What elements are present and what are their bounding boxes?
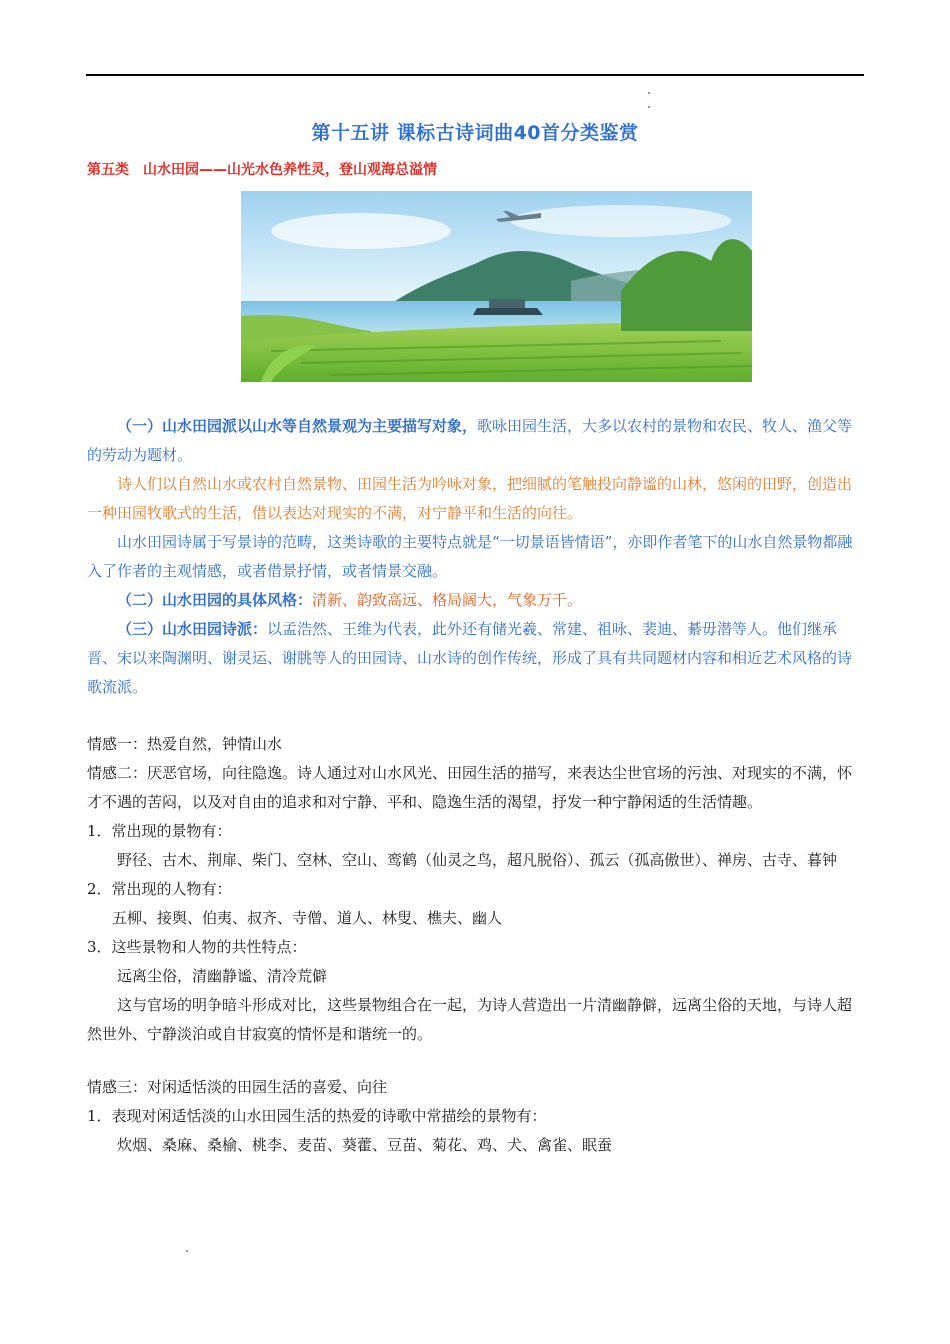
list-text-1: 野径、古木、荆扉、柴门、空林、空山、鸾鹤（仙灵之鸟，超凡脱俗）、孤云（孤高傲世）、禅房、古寺、暮钟	[117, 851, 838, 869]
speck	[648, 92, 650, 94]
intro-heading-3: （三）山水田园诗派：	[117, 620, 268, 638]
emotion-1: 情感一：热爱自然，钟情山水	[87, 735, 283, 753]
intro-paragraph-4: （二）山水田园的具体风格：清新、韵致高远、格局阔大，气象万千。	[117, 591, 583, 609]
section-subtitle: 第五类 山水田园——山光水色养性灵，登山观海总溢情	[87, 162, 437, 178]
spacer	[87, 702, 865, 730]
emotion-2: 情感二：厌恶官场，向往隐逸。诗人通过对山水风光、田园生活的描写，来表达尘世官场的污浊、对现实的不满，怀才不遇的苦闷，以及对自由的追求和对宁静、平和、隐逸生活的渴望，抒发一种宁静闲适的生活情趣。	[87, 764, 853, 811]
emotion-3-list-heading: 1．表现对闲适恬淡的山水田园生活的热爱的诗歌中常描绘的景物有：	[87, 1107, 547, 1125]
header-rule	[86, 74, 864, 76]
list-heading-3: 3．这些景物和人物的共性特点：	[87, 938, 307, 956]
list-heading-1: 1．常出现的景物有：	[87, 822, 232, 840]
emotion-3: 情感三：对闲适恬淡的田园生活的喜爱、向往	[87, 1078, 388, 1096]
list-heading-2: 2．常出现的人物有：	[87, 880, 232, 898]
list-text-3: 远离尘俗，清幽静谧、清冷荒僻	[117, 967, 328, 985]
intro-heading-1: （一）山水田园派以山水等自然景观为主要描写对象，	[117, 417, 478, 435]
speck	[186, 1250, 188, 1252]
intro-paragraph-3: 山水田园诗属于写景诗的范畴，这类诗歌的主要特点就是“一切景语皆情语”，亦即作者笔下的山水自然景物都融入了作者的主观情感，或者借景抒情，或者情景交融。	[87, 533, 853, 580]
document-body	[87, 412, 865, 1160]
intro-paragraph-2: 诗人们以自然山水或农村自然景物、田园生活为吟咏对象，把细腻的笔触投向静谧的山林，悠闲的田野，创造出一种田园牧歌式的生活，借以表达对现实的不满，对宁静平和生活的向往。	[87, 475, 853, 522]
page-title: 第十五讲 课标古诗词曲40首分类鉴赏	[311, 122, 639, 144]
list-paragraph-3: 这与官场的明争暗斗形成对比，这些景物组合在一起，为诗人营造出一片清幽静僻，远离尘俗的天地，与诗人超然世外、宁静淡泊或自甘寂寞的情怀是和谐统一的。	[87, 996, 853, 1043]
intro-heading-2: （二）山水田园的具体风格：	[117, 591, 313, 609]
intro-paragraph-1: （一）山水田园派以山水等自然景观为主要描写对象，歌咏田园生活，大多以农村的景物和农民、牧人、渔父等的劳动为题材。	[87, 417, 853, 464]
landscape-image	[241, 191, 752, 382]
spacer	[87, 1049, 865, 1073]
emotion-3-list-text: 炊烟、桑麻、桑榆、桃李、麦苗、葵藿、豆苗、菊花、鸡、犬、禽雀、眠蚕	[117, 1136, 613, 1154]
speck	[648, 106, 650, 108]
list-text-2: 五柳、接舆、伯夷、叔齐、寺僧、道人、林叟、樵夫、幽人	[112, 909, 503, 927]
intro-paragraph-5: （三）山水田园诗派：以孟浩然、王维为代表，此外还有储光羲、常建、祖咏、裴迪、綦毋潜等人。他们继承晋、宋以来陶渊明、谢灵运、谢朓等人的田园诗、山水诗的创作传统，形成了具有共同题材内容和相近艺术风格的诗歌流派。	[87, 620, 853, 696]
